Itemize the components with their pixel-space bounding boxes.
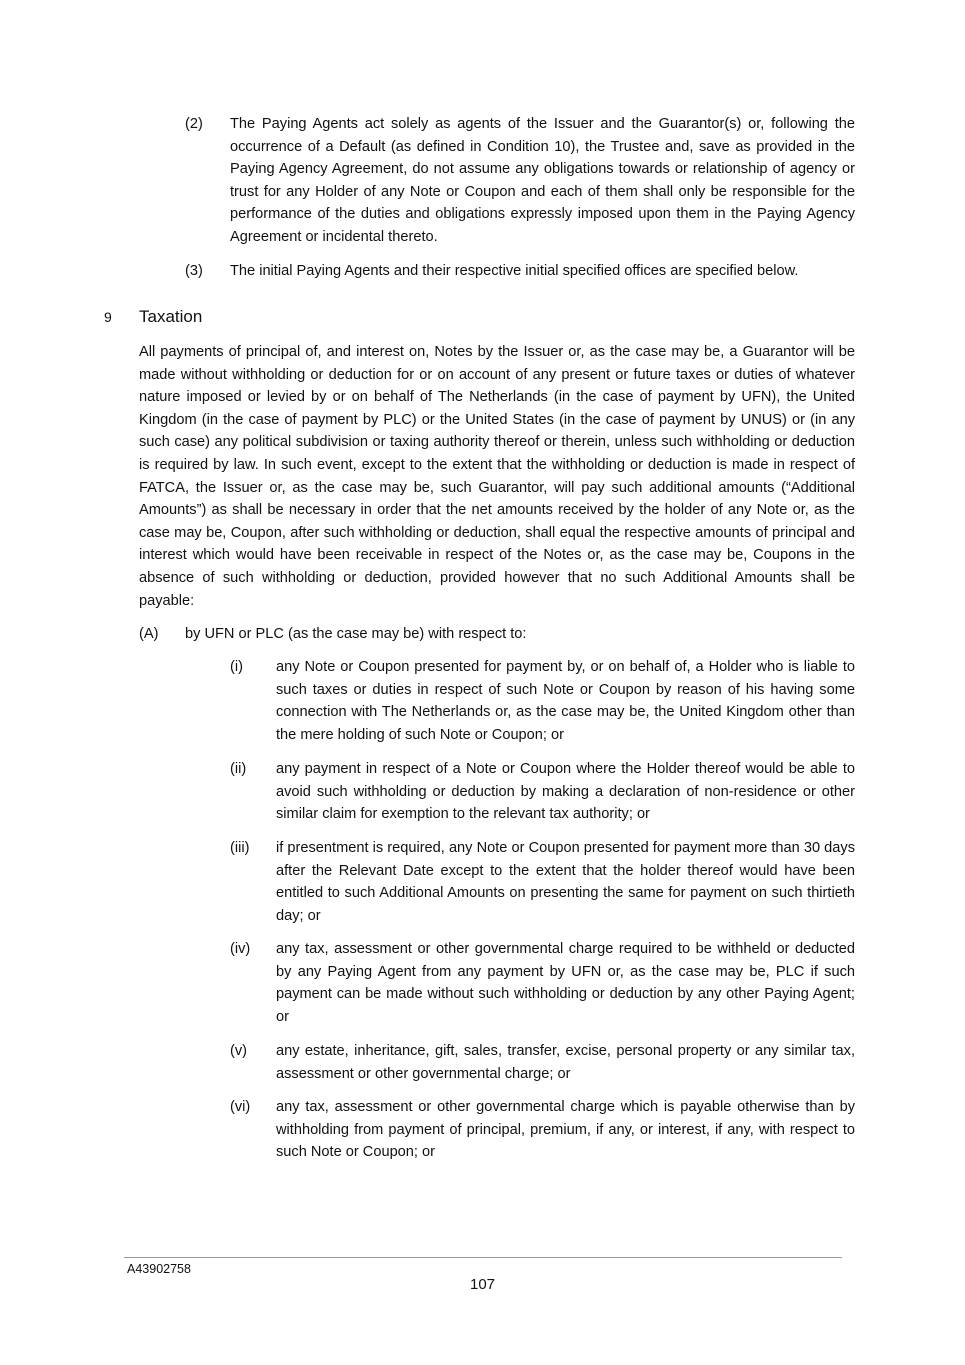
item-paragraph-iv: any tax, assessment or other governmental charge required to be withheld or deducted by any Paying Agent from any payment by UFN or, as the case may be, PLC if such payment can be made without such withholding or deduction by any other Paying Agent; or — [276, 941, 855, 1025]
page-number: 107 — [469, 1276, 496, 1293]
item-paragraph-vi: any tax, assessment or other governmental charge which is payable otherwise than by withholding from payment of principal, premium, if any, or interest, if any, with respect to such Note or Coupon; or — [276, 1099, 855, 1161]
clause-paragraph-2: The Paying Agents act solely as agents of the Issuer and the Guarantor(s) or, following the occurrence of a Default (as defined in Condition 10), the Trustee and, save as provided in the Paying Agency Agreement, do not assume any obligations towards or relationship of agency or trust for any Holder of any Note or Coupon and each of them shall only be responsible for the performance of the duties and obligations expressly imposed upon them in the Paying Agency Agreement or incidental thereto. — [230, 116, 855, 245]
item-number-ii: (ii) — [230, 761, 247, 777]
item-paragraph-iii: if presentment is required, any Note or Coupon presented for payment more than 30 days after the Relevant Date except to the extent that the holder thereof would have been entitled to such Additional Amounts on presenting the same for payment on such thirtieth day; or — [276, 840, 855, 924]
item-paragraph-i: any Note or Coupon presented for payment by, or on behalf of, a Holder who is liable to such taxes or duties in respect of such Note or Coupon by reason of his having some connection with The Netherlands or, as the case may be, the United Kingdom other than the mere holding of such Note or Coupon; or — [276, 659, 855, 743]
footer-divider — [124, 1257, 842, 1258]
item-paragraph-v: any estate, inheritance, gift, sales, transfer, excise, personal property or any similar tax, assessment or other governmental charge; or — [276, 1043, 855, 1082]
item-number-i: (i) — [230, 659, 243, 675]
clause-number-3: (3) — [185, 263, 203, 279]
item-paragraph-ii: any payment in respect of a Note or Coupon where the Holder thereof would be able to avoid such withholding or deduction by making a declaration of non-residence or other similar claim for exemption to the relevant tax authority; or — [276, 761, 855, 823]
item-number-v: (v) — [230, 1043, 248, 1059]
section-number: 9 — [104, 309, 112, 325]
item-number-iii: (iii) — [230, 840, 250, 856]
subclause-paragraph-a: by UFN or PLC (as the case may be) with respect to: — [185, 626, 527, 642]
item-number-vi: (vi) — [230, 1099, 251, 1115]
clause-number-2: (2) — [185, 116, 203, 132]
subclause-number-a: (A) — [139, 626, 159, 642]
item-number-iv: (iv) — [230, 941, 251, 957]
section-heading: Taxation — [139, 307, 203, 326]
document-reference: A43902758 — [127, 1262, 191, 1276]
clause-paragraph-3: The initial Paying Agents and their respective initial specified offices are specified below. — [230, 263, 799, 279]
taxation-body-paragraph: All payments of principal of, and interest on, Notes by the Issuer or, as the case may be, a Guarantor will be made without withholding or deduction for or on account of any present or future taxes or duties of whatever nature imposed or levied by or on behalf of The Netherlands (in the case of payment by UFN), the United Kingdom (in the case of payment by PLC) or the United States (in the case of payment by UNUS) or (in any such case) any political subdivision or taxing authority thereof or therein, unless such withholding or deduction is required by law. In such event, except to the extent that the withholding or deduction is made in respect of FATCA, the Issuer or, as the case may be, such Guarantor, will pay such additional amounts (“Additional Amounts”) as shall be necessary in order that the net amounts received by the holder of any Note or, as the case may be, Coupon, after such withholding or deduction, shall equal the respective amounts of principal and interest which would have been receivable in respect of the Notes or, as the case may be, Coupons in the absence of such withholding or deduction, provided however that no such Additional Amounts shall be payable: — [139, 344, 855, 609]
